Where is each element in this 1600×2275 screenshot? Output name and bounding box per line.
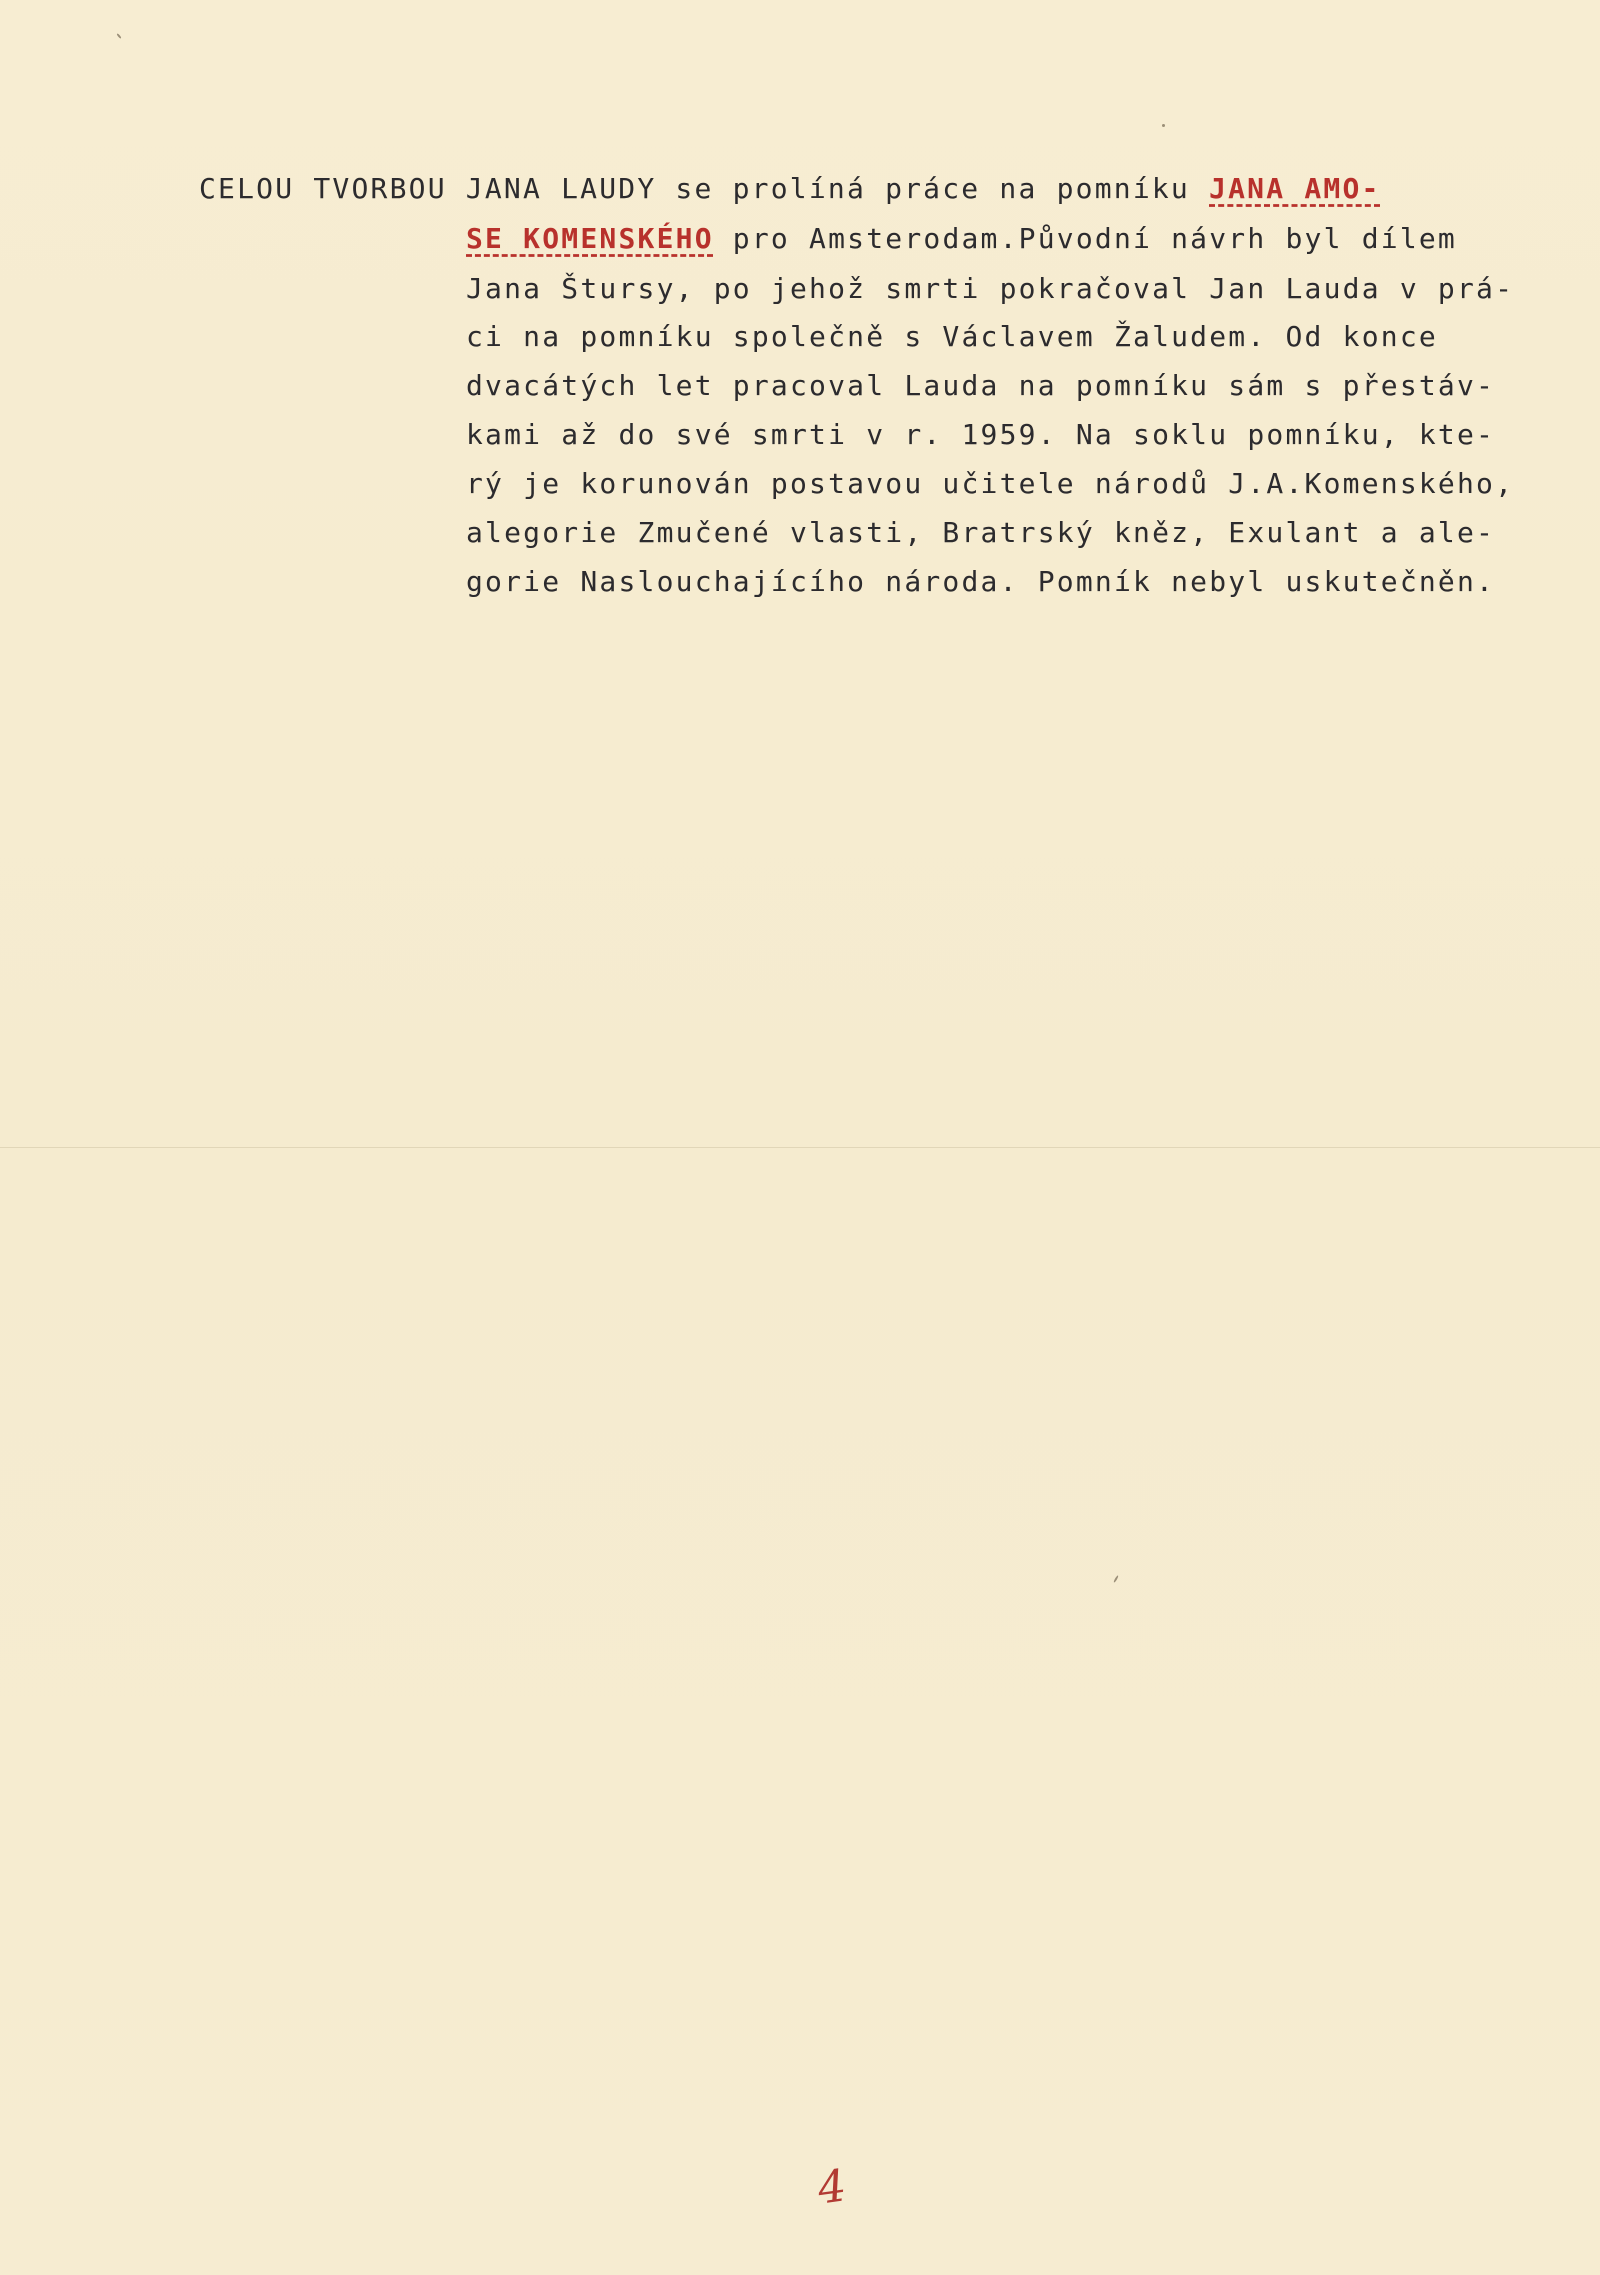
paragraph-line-7: rý je korunován postavou učitele národů J.A.Komenského, [466,467,1515,500]
line-1-text: CELOU TVORBOU JANA LAUDY se prolíná práce na pomníku [199,172,1210,205]
paragraph-line-9: gorie Naslouchajícího národa. Pomník nebyl uskutečněn. [466,565,1496,598]
paragraph-line-5: dvacátých let pracoval Lauda na pomníku sám s přestáv- [466,369,1496,402]
paragraph-line-4: ci na pomníku společně s Václavem Žaludem. Od konce [466,320,1438,353]
red-overtyped-name-part-1: JANA AMO- [1209,172,1381,205]
typed-paragraph [0,0,1600,700]
paragraph-line-2 [466,222,1457,256]
line-2-text: pro Amsterodam.Původní návrh byl dílem [713,222,1457,255]
paper-fold-line [0,1147,1600,1148]
paragraph-line-6: kami až do své smrti v r. 1959. Na soklu pomníku, kte- [466,418,1496,451]
handwritten-page-number: 4 [814,2160,850,2215]
paragraph-line-8: alegorie Zmučené vlasti, Bratrský kněz, Exulant a ale- [466,516,1496,549]
paragraph-line-3: Jana Štursy, po jehož smrti pokračoval Jan Lauda v prá- [466,272,1515,305]
paragraph-line-1 [199,172,1381,206]
red-overtyped-name-part-2: SE KOMENSKÉHO [466,222,714,255]
paper-speck [1113,1575,1119,1583]
